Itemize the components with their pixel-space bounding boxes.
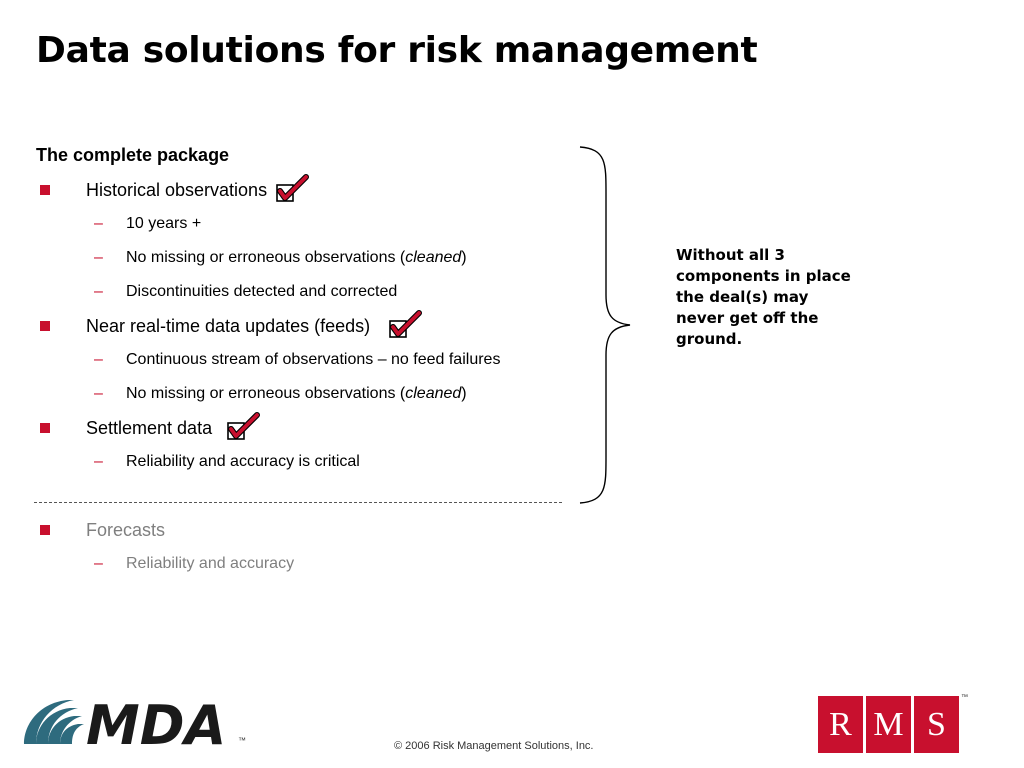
sub-item-text: No missing or erroneous observations (cleaned) xyxy=(126,249,467,266)
dash-bullet: – xyxy=(94,351,103,368)
callout-text: Without all 3 components in place the deal(s) may never get off the ground. xyxy=(676,246,851,348)
checkbox-check-icon xyxy=(388,310,422,342)
item-label: Forecasts xyxy=(86,519,166,540)
section-heading: The complete package xyxy=(36,145,230,165)
sub-item xyxy=(36,207,596,241)
mda-logo xyxy=(22,692,252,754)
dash-bullet: – xyxy=(94,283,103,300)
mda-logo-text: MDA xyxy=(86,694,227,750)
right-curly-brace-icon xyxy=(578,145,638,507)
sub-item-text: Reliability and accuracy is critical xyxy=(126,453,360,470)
dash-bullet: – xyxy=(94,385,103,402)
bullet-icon xyxy=(40,185,50,195)
checkbox-check-icon xyxy=(226,412,260,444)
mda-trademark: ™ xyxy=(238,736,246,745)
item-label: Near real-time data updates (feeds) xyxy=(86,315,371,336)
sub-item-text: No missing or erroneous observations (cleaned) xyxy=(126,385,467,402)
list-item-feeds xyxy=(36,309,596,343)
sub-item xyxy=(36,547,596,581)
rms-trademark: ™ xyxy=(961,694,968,701)
dash-bullet: – xyxy=(94,555,103,572)
bullet-icon xyxy=(40,321,50,331)
rms-logo-letter: R xyxy=(818,696,863,753)
list-item-historical xyxy=(36,173,596,207)
bullet-icon xyxy=(40,525,50,535)
dash-bullet: – xyxy=(94,249,103,266)
sub-item-text: Discontinuities detected and corrected xyxy=(126,283,398,300)
forecast-section xyxy=(36,513,596,581)
dash-bullet: – xyxy=(94,215,103,232)
list-item-forecasts xyxy=(36,513,596,547)
item-label: Settlement data xyxy=(86,417,213,438)
dashed-divider xyxy=(34,502,562,503)
list-item-settlement xyxy=(36,411,596,445)
copyright-footer: © 2006 Risk Management Solutions, Inc. xyxy=(394,740,594,752)
rms-logo xyxy=(818,696,959,753)
sub-item-text: 10 years + xyxy=(126,215,202,232)
dash-bullet: – xyxy=(94,453,103,470)
rms-logo-letter: S xyxy=(914,696,959,753)
sub-item xyxy=(36,343,596,377)
content-list xyxy=(36,143,596,479)
sub-item xyxy=(36,275,596,309)
rms-logo-letter: M xyxy=(866,696,911,753)
sub-item-text: Reliability and accuracy xyxy=(126,555,295,572)
sub-item-text: Continuous stream of observations – no feed failures xyxy=(126,351,501,368)
bullet-icon xyxy=(40,423,50,433)
sub-item xyxy=(36,445,596,479)
sub-item xyxy=(36,241,596,275)
page-title: Data solutions for risk management xyxy=(36,30,758,71)
item-label: Historical observations xyxy=(86,179,268,200)
checkbox-check-icon xyxy=(275,174,309,206)
sub-item xyxy=(36,377,596,411)
